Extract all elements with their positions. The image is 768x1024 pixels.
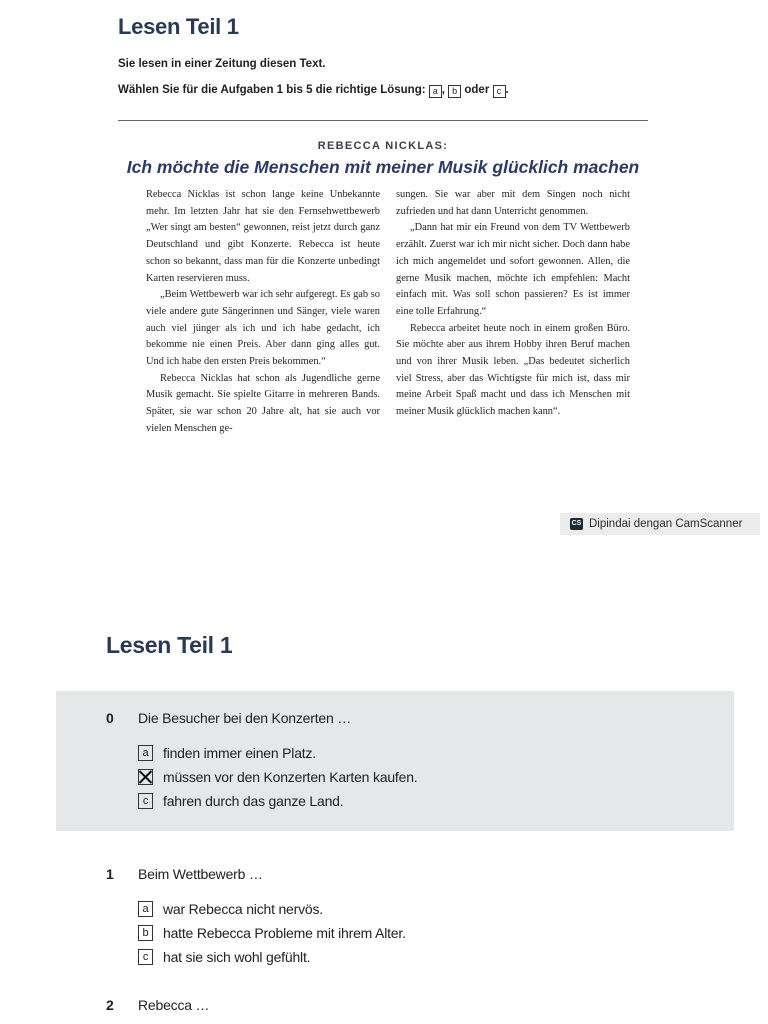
option-text: hat sie sich wohl gefühlt. (163, 949, 311, 965)
article-kicker: REBECCA NICKLAS: (317, 140, 449, 152)
option-row (138, 925, 406, 941)
article-paragraph: sungen. Sie war aber mit dem Singen noch nicht zufrieden und hat dann Unterricht genommen. (396, 189, 630, 217)
option-text: hatte Rebecca Probleme mit ihrem Alter. (163, 925, 406, 941)
option-text: finden immer einen Platz. (163, 745, 316, 761)
period: . (505, 84, 509, 96)
article-paragraph: Rebecca arbeitet heute noch in einem großen Büro. Sie möchte aber aus ihrem Hobby ihren Beruf machen und von ihrer Musik leben. „Das bedeutet sicherlich viel Stress, aber das Wichtigste für mich ist, dass mir meine Arbeit Spaß macht und dass ich Menschen mit meiner Musik glücklich machen kann“. (396, 322, 630, 418)
instruction-choices (118, 84, 509, 98)
instruction-choices-text: Wählen Sie für die Aufgaben 1 bis 5 die richtige Lösung: (118, 84, 426, 96)
answer-box-a: a (429, 85, 442, 98)
question-number: 0 (106, 710, 114, 726)
article-column-right (396, 187, 630, 421)
article-headline: Ich möchte die Menschen mit meiner Musik glücklich machen (126, 157, 640, 177)
answer-box-c: c (493, 85, 506, 98)
page-title: Lesen Teil 1 (118, 14, 239, 39)
option-row (138, 793, 343, 809)
article-paragraph: „Dann hat mir ein Freund von dem TV Wettbewerb erzählt. Zuerst war ich mir nicht sicher. Doch dann habe ich mich angemeldet und sofort gewonnen. Allen, die gerne Musik machen, möchte ich empfehlen: Macht einfach mit. Was soll schon passieren? Es ist immer eine tolle Erfahrung.“ (396, 222, 630, 317)
comma-separator: , (441, 84, 445, 96)
option-text: war Rebecca nicht nervös. (163, 901, 323, 917)
question-text: Die Besucher bei den Konzerten … (138, 710, 352, 726)
option-row (138, 769, 417, 785)
option-checkbox-b-checked[interactable] (138, 769, 153, 785)
article-column-left (146, 187, 380, 438)
question-number: 2 (106, 997, 114, 1013)
option-row (138, 901, 323, 917)
camscanner-logo-icon: CS (570, 518, 583, 530)
answer-box-b: b (448, 85, 461, 98)
article-paragraph: Rebecca Nicklas ist schon lange keine Unbekannte mehr. Im letzten Jahr hat sie den Fernsehwettbewerb „Wer singt am besten“ gewonnen, reist jetzt durch ganz Deutschland und gibt Konzerte. Rebecca ist heute schon so bekannt, dass man für die Konzerte unbedingt Karten reservieren muss. (146, 189, 380, 284)
option-checkbox-c[interactable]: c (138, 949, 153, 965)
option-checkbox-a[interactable]: a (138, 745, 153, 761)
divider-line (118, 120, 648, 121)
scanner-text: Dipindai dengan CamScanner (589, 518, 743, 530)
article-paragraph: „Beim Wettbewerb war ich sehr aufgeregt. Es gab so viele andere gute Sängerinnen und Sänger, viele waren auch viel jünger als ich und ich habe gedacht, ich bekomme nie einen Preis. Aber dann ging alles gut. Und ich habe den ersten Preis bekommen.“ (146, 289, 380, 368)
option-checkbox-c[interactable]: c (138, 793, 153, 809)
instruction-text: Sie lesen in einer Zeitung diesen Text. (118, 58, 326, 70)
option-checkbox-a[interactable]: a (138, 901, 153, 917)
option-row (138, 949, 310, 965)
option-row (138, 745, 316, 761)
oder-word: oder (464, 84, 490, 96)
option-checkbox-b[interactable]: b (138, 925, 153, 941)
question-text: Rebecca … (138, 997, 210, 1013)
option-text: müssen vor den Konzerten Karten kaufen. (163, 769, 418, 785)
scanner-watermark (560, 513, 760, 535)
article-paragraph: Rebecca Nicklas hat schon als Jugendliche gerne Musik gemacht. Sie spielte Gitarre in mehreren Bands. Später, sie war schon 20 Jahre alt, hat sie auch vor vielen Menschen ge- (146, 372, 380, 434)
question-number: 1 (106, 866, 114, 882)
option-text: fahren durch das ganze Land. (163, 793, 344, 809)
section-title: Lesen Teil 1 (106, 632, 233, 658)
question-text: Beim Wettbewerb … (138, 866, 263, 882)
